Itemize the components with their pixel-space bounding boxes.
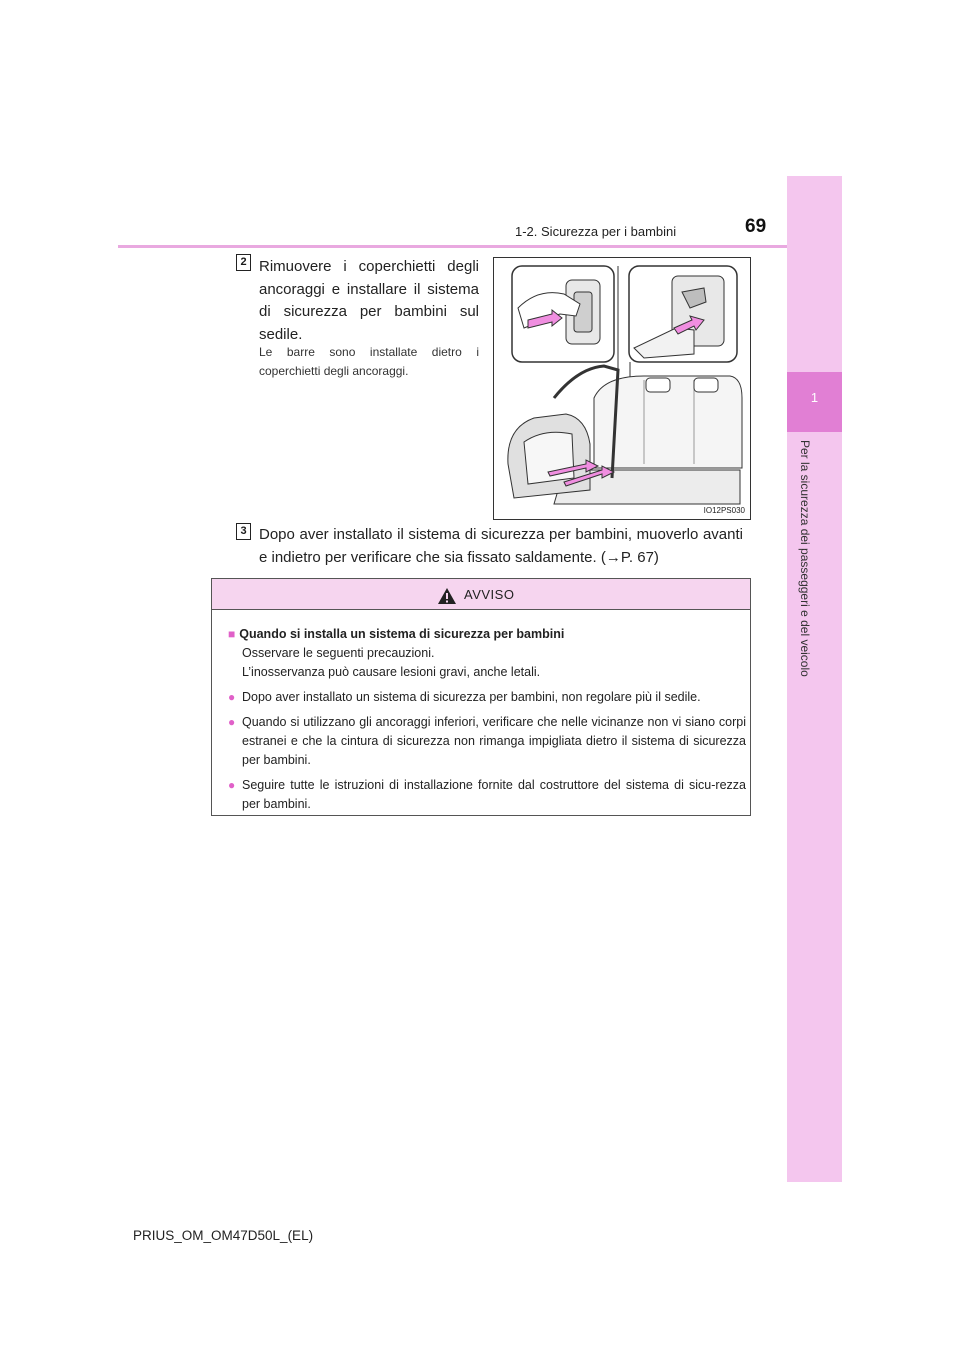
page-number: 69 xyxy=(745,216,767,237)
warning-triangle-icon xyxy=(437,587,457,605)
rear-seat-illustration xyxy=(494,258,750,519)
warning-bullet-text: Seguire tutte le istruzioni di installazione fornite dal costruttore del sistema di sicu-rezza per bambini. xyxy=(242,778,746,811)
section-title: 1-2. Sicurezza per i bambini xyxy=(515,224,677,239)
header-divider xyxy=(118,245,787,248)
chapter-label: Per la sicurezza dei passeggeri e del veicolo xyxy=(798,440,812,677)
circle-bullet-icon: ● xyxy=(228,690,236,704)
step-2-note: Le barre sono installate dietro i coperchietti degli ancoraggi. xyxy=(259,345,479,378)
figure-code: IO12PS030 xyxy=(703,506,745,515)
step-number-2: 2 xyxy=(236,254,251,271)
warning-box xyxy=(211,578,751,816)
step-2-text: Rimuovere i coperchietti degli ancoraggi e installare il sistema di sicurezza per bambini sul sedile. xyxy=(259,258,479,343)
step-3-text: Dopo aver installato il sistema di sicurezza per bambini, muoverlo avanti e indietro per verificare che sia fissato saldamente. (→P. 67) xyxy=(259,526,743,566)
warning-heading xyxy=(228,625,746,644)
warning-bullet xyxy=(228,713,746,770)
warning-body xyxy=(228,625,746,814)
warning-intro-line: L’inosservanza può causare lesioni gravi, anche letali. xyxy=(242,665,541,679)
warning-bullet xyxy=(228,776,746,814)
illustration-child-seat-anchors xyxy=(493,257,751,520)
step-number-3: 3 xyxy=(236,523,251,540)
warning-heading-text: Quando si installa un sistema di sicurezza per bambini xyxy=(239,627,565,641)
chapter-number: 1 xyxy=(810,390,819,405)
warning-bullet-text: Quando si utilizzano gli ancoraggi inferiori, verificare che nelle vicinanze non vi siano corpi estranei e che la cintura di sicurezza non rimanga impigliata dietro il sistema di sicurezza per bambini. xyxy=(242,715,746,767)
circle-bullet-icon: ● xyxy=(228,778,236,792)
circle-bullet-icon: ● xyxy=(228,715,236,729)
warning-bullet xyxy=(228,688,746,707)
warning-title: AVVISO xyxy=(464,587,515,602)
warning-header xyxy=(212,579,750,610)
square-bullet-icon: ■ xyxy=(228,627,236,641)
warning-intro-line: Osservare le seguenti precauzioni. xyxy=(242,646,435,660)
warning-bullet-text: Dopo aver installato un sistema di sicurezza per bambini, non regolare più il sedile. xyxy=(242,690,701,704)
footer-doc-code: PRIUS_OM_OM47D50L_(EL) xyxy=(133,1228,314,1243)
